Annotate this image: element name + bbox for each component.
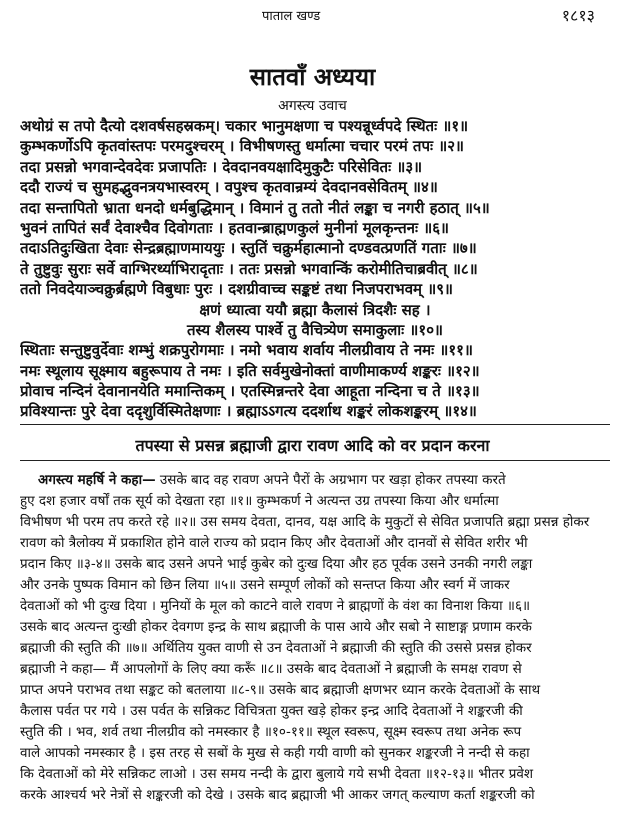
verse-line: क्षणं ध्यात्वा ययौ ब्रह्मा कैलासं त्रिदशैः सह । xyxy=(199,300,431,319)
translation-line: उसके बाद अत्यन्त दुःखी होकर देवगण इन्द्र के साथ ब्रह्माजी के पास आये और सबो ने साष्टाङ्ग प्रणाम करके xyxy=(20,619,532,635)
section-heading: तपस्या से प्रसन्न ब्रह्माजी द्वारा रावण आदि को वर प्रदान करना xyxy=(135,436,490,455)
translation-line: कि देवताओं को मेरे सन्निकट लाओ । उस समय नन्दी के द्वारा बुलाये गये सभी देवता ॥१२-१३॥ भीतर प्रवेश xyxy=(20,766,534,782)
hindi-translation xyxy=(20,470,610,806)
translation-line: प्राप्त अपने पराभव तथा सङ्कट को बतलाया ॥८-९॥ उसके बाद ब्रह्माजी क्षणभर ध्यान करके देवताओं के साथ xyxy=(20,682,541,698)
translation-line: प्रदान किए ॥३-४॥ उसके बाद उसने अपने भाई कुबेर को दुःख दिया और हठ पूर्वक उसने उनकी नगरी लङ्का xyxy=(20,556,533,572)
translation-line: स्तुति की । भव, शर्व तथा नीलग्रीव को नमस्कार है ॥१०-११॥ स्थूल स्वरूप, सूक्ष्म स्वरूप तथा अनेक रूप xyxy=(20,724,522,740)
verse-line: भुवनं तापितं सर्वं देवाश्चैव दिवोगताः । हतवान्ब्राह्मणकुलं मुनीनां मूलकृन्तनः ॥६॥ xyxy=(20,218,449,237)
verse-line: तस्य शैलस्य पार्श्वे तु वैचित्र्येण समाकुलाः ॥१०॥ xyxy=(187,320,443,339)
verse-line: तदा सन्तापितो भ्राता धनदो धर्मबुद्धिमान् । विमानं तु ततो नीतं लङ्का च नगरी हठात् ॥५॥ xyxy=(20,198,490,217)
page-header xyxy=(0,6,625,28)
translation-line: ब्रह्माजी की स्तुति की ॥७॥ अर्थितिय युक्त वाणी से उन देवताओं ने ब्रह्माजी की स्तुति की उससे प्रसन्न होकर xyxy=(20,640,532,656)
verse-line: नमः स्थूलाय सूक्ष्माय बहुरूपाय ते नमः । इति सर्वमुखेनोक्तां वाणीमाकर्ण्य शङ्करः ॥१२॥ xyxy=(20,361,480,380)
translation-line: और उनके पुष्पक विमान को छिन लिया ॥५॥ उसने सम्पूर्ण लोकों को सन्तप्त किया और स्वर्ग में जाकर xyxy=(20,577,510,593)
translation-speaker: अगस्त्य महर्षि ने कहा— xyxy=(38,472,156,488)
translation-line: कैलास पर्वत पर गये । उस पर्वत के सन्निकट विचित्रता युक्त खड़े होकर इन्द्र आदि देवताओं ने शङ्करजी की xyxy=(20,703,523,719)
divider-top xyxy=(20,424,610,425)
translation-line xyxy=(20,470,610,491)
page-number: १८१३ xyxy=(561,6,595,25)
chapter-title: सातवाँ अध्यया xyxy=(249,63,376,91)
translation-line: देवताओं को भी दुःख दिया । मुनियों के मूल को काटने वाले रावण ने ब्राह्मणों के वंश का विनाश किया ॥६॥ xyxy=(20,598,531,614)
translation-line: वाले आपको नमस्कार है । इस तरह से सबों के मुख से कही गयी वाणी को सुनकर शङ्करजी ने नन्दी से कहा xyxy=(20,745,530,761)
verse-line: ददौ राज्यं च सुमहद्भुवनत्रयभास्वरम् । वपुश्च कृतवान्रम्यं देवदानवसेवितम् ॥४॥ xyxy=(20,178,438,197)
verse-line: कुम्भकर्णोऽपि कृतवांस्तपः परमदुश्चरम् । विभीषणस्तु धर्मात्मा चचार परमं तपः ॥२॥ xyxy=(20,137,465,156)
translation-line: विभीषण भी परम तप करते रहे ॥२॥ उस समय देवता, दानव, यक्ष आदि के मुकुटों से सेवित प्रजापति ब्रह्मा प्रसन्न होकर xyxy=(20,514,590,530)
translation-line: ब्रह्माजी ने कहा— मैं आपलोगों के लिए क्या करूँ ॥८॥ उसके बाद देवताओं ने ब्रह्माजी के समक्ष रावण से xyxy=(20,661,522,677)
verse-line: स्थिताः सन्तुष्टुवुर्देवाः शम्भुं शक्रपुरोगमाः । नमो भवाय शर्वाय नीलग्रीवाय ते नमः ॥११॥ xyxy=(20,341,473,360)
verse-line: प्रविश्यान्तः पुरे देवा ददृशुर्विस्मितेक्षणाः । ब्रह्माऽऽगत्य ददर्शाथ शङ्करं लोकशङ्करम् ॥१४॥ xyxy=(20,402,477,421)
verse-line: ते तुष्टुवुः सुराः सर्वे वाग्भिरर्थ्याभिरादृताः । ततः प्रसन्नो भगवान्किं करोमीतिचाब्रवीत् ॥८॥ xyxy=(20,259,478,278)
verse-line: अथोग्रं स तपो दैत्यो दशवर्षसहस्रकम्। चकार भानुमक्षणा च पश्यन्नूर्ध्वपदे स्थितः ॥१॥ xyxy=(20,117,469,135)
verse-line: तदा प्रसन्नो भगवान्देवदेवः प्रजापतिः । देवदानवयक्षादिमुकुटैः परिसेवितः ॥३॥ xyxy=(20,157,423,176)
translation-line: रावण को त्रैलोक्य में प्रकाशित होने वाले राज्य को प्रदान किए और देवताओं और दानवों से सेवित शरीर भी xyxy=(20,535,528,551)
translation-text: उसके बाद वह रावण अपने पैरों के अग्रभाग पर खड़ा होकर तपस्या करते xyxy=(155,472,506,488)
verse-line: प्रोवाच नन्दिनं देवानानयेति ममान्तिकम् । एतस्मिन्नन्तरे देवा आहूता नन्दिना च ते ॥१३॥ xyxy=(20,382,480,401)
divider-bottom xyxy=(20,460,610,461)
sanskrit-verses xyxy=(20,116,610,422)
verse-line: ततो निवदेयाञ्चक्रुर्ब्रह्मणे विबुधाः पुरः । दशग्रीवाच्च सङ्कष्टं तथा निजपराभवम् ॥९॥ xyxy=(20,280,453,299)
translation-line: करके आश्चर्य भरे नेत्रों से शङ्करजी को देखे । उसके बाद ब्रह्माजी भी आकर जगत् कल्याण कर्ता शङ्करजी को xyxy=(20,787,535,803)
running-head: पाताल खण्ड xyxy=(262,9,321,24)
verse-speaker: अगस्त्य उवाच xyxy=(278,98,347,114)
verse-line: तदाऽतिदुःखिता देवाः सेन्द्रब्रह्माणमाययुः । स्तुतिं चक्रुर्महात्मानो दण्डवत्प्रणतिं गताः ॥७॥ xyxy=(20,239,477,258)
translation-line: हुए दश हजार वर्षों तक सूर्य को देखता रहा ॥१॥ कुम्भकर्ण ने अत्यन्त उग्र तपस्या किया और धर्मात्मा xyxy=(20,493,499,509)
